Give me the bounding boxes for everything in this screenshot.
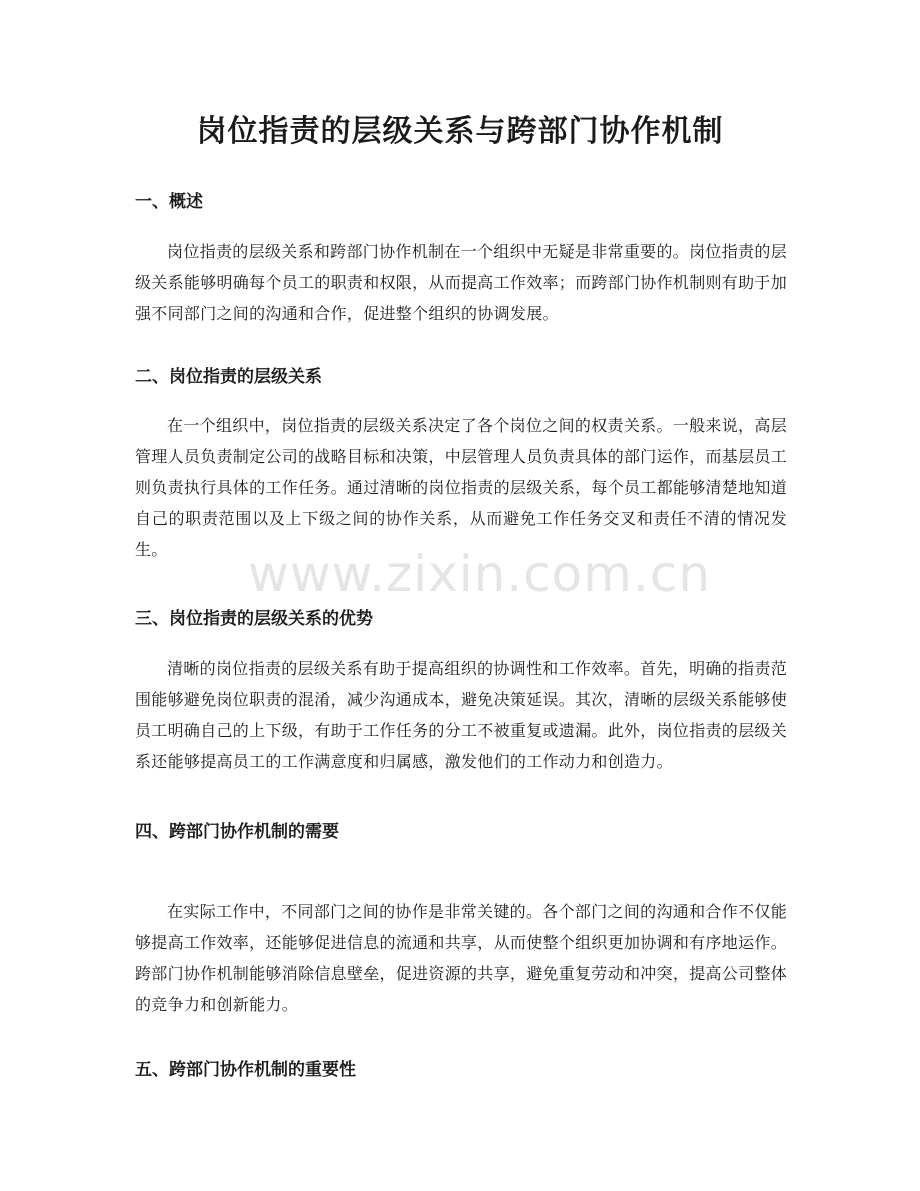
section-heading-advantages: 三、岗位指责的层级关系的优势 xyxy=(135,609,373,629)
section-heading-collaboration-importance: 五、跨部门协作机制的重要性 xyxy=(135,1060,356,1080)
section-heading-hierarchy: 二、岗位指责的层级关系 xyxy=(135,367,322,387)
watermark: www.zixin.com.cn xyxy=(248,545,712,603)
section-heading-overview: 一、概述 xyxy=(135,192,203,212)
section-paragraph-overview: 岗位指责的层级关系和跨部门协作机制在一个组织中无疑是非常重要的。岗位指责的层级关系能够明确每个员工的职责和权限，从而提高工作效率；而跨部门协作机制则有助于加强不同部门之间的沟通和合作，促进整个组织的协调发展。 xyxy=(135,242,788,323)
section-paragraph-collaboration-need: 在实际工作中，不同部门之间的协作是非常关键的。各个部门之间的沟通和合作不仅能够提高工作效率，还能够促进信息的流通和共享，从而使整个组织更加协调和有序地运作。跨部门协作机制能够消除信息壁垒，促进资源的共享，避免重复劳动和冲突，提高公司整体的竞争力和创新能力。 xyxy=(135,902,788,1014)
section-paragraph-hierarchy: 在一个组织中，岗位指责的层级关系决定了各个岗位之间的权责关系。一般来说，高层管理人员负责制定公司的战略目标和决策，中层管理人员负责具体的部门运作，而基层员工则负责执行具体的工作任务。通过清晰的岗位指责的层级关系，每个员工都能够清楚地知道自己的职责范围以及上下级之间的协作关系，从而避免工作任务交叉和责任不清的情况发生。 xyxy=(135,416,788,559)
document-title: 岗位指责的层级关系与跨部门协作机制 xyxy=(196,114,724,149)
section-paragraph-advantages: 清晰的岗位指责的层级关系有助于提高组织的协调性和工作效率。首先，明确的指责范围能够避免岗位职责的混淆，减少沟通成本，避免决策延误。其次，清晰的层级关系能够使员工明确自己的上下级，有助于工作任务的分工不被重复或遗漏。此外，岗位指责的层级关系还能够提高员工的工作满意度和归属感，激发他们的工作动力和创造力。 xyxy=(135,659,788,771)
section-heading-collaboration-need: 四、跨部门协作机制的需要 xyxy=(135,822,339,842)
